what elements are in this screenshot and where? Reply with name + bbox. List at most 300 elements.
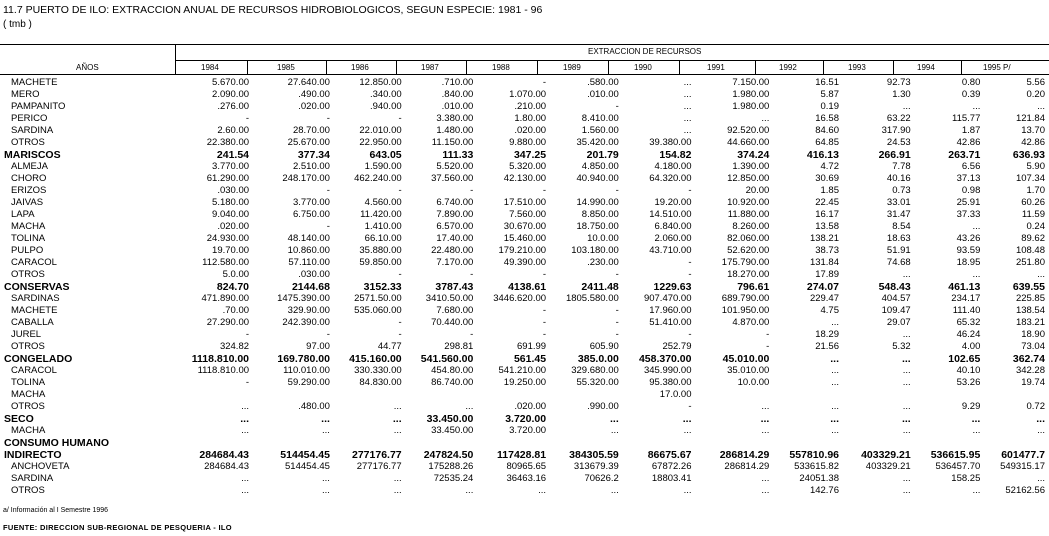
year-divider [608, 60, 609, 75]
table-cell: - [245, 113, 250, 124]
table-cell [550, 389, 623, 401]
table-cell: - [398, 317, 402, 328]
table-cell: 22.950.00 [359, 137, 402, 148]
table-cell: 8.260.00 [732, 221, 770, 232]
table-cell: - [542, 317, 547, 328]
table-row [0, 305, 1049, 317]
table-cell: ... [972, 269, 981, 280]
table-cell: 1805.580.00 [565, 293, 619, 304]
table-cell [253, 389, 334, 401]
table-cell: 13.70 [1021, 125, 1045, 136]
table-cell: 377.34 [297, 149, 330, 161]
row-label: PAMPANITO [11, 101, 66, 112]
table-cell: ... [241, 485, 250, 496]
table-cell: .710.00 [441, 77, 474, 88]
table-cell: 5.520.00 [436, 161, 474, 172]
table-cell: 7.150.00 [732, 77, 770, 88]
table-cell: ... [1037, 425, 1045, 436]
table-cell: 277176.77 [356, 461, 402, 472]
table-cell: 5.670.00 [212, 77, 250, 88]
table-cell: 549315.17 [1000, 461, 1045, 472]
table-cell: ... [972, 485, 981, 496]
row-label: LAPA [11, 209, 35, 220]
table-cell: 7.78 [892, 161, 911, 172]
table-cell: 40.16 [886, 173, 911, 184]
table-cell: 514454.45 [280, 449, 330, 461]
row-label: OTROS [11, 341, 45, 352]
table-cell: 345.990.00 [643, 365, 692, 376]
table-cell: 95.380.00 [649, 377, 692, 388]
table-cell: 51.410.00 [649, 317, 692, 328]
table-cell: 252.79 [662, 341, 692, 352]
table-cell: ... [971, 413, 981, 425]
table-cell: 55.320.00 [576, 377, 619, 388]
table-cell: 35.420.00 [576, 137, 619, 148]
table-row [0, 149, 1049, 161]
table-cell: 541.560.00 [420, 353, 474, 365]
table-row [0, 437, 1049, 449]
table-cell: 242.390.00 [282, 317, 330, 328]
year-divider [961, 60, 962, 75]
row-label: ANCHOVETA [11, 461, 70, 472]
table-cell: 38.73 [815, 245, 839, 256]
table-cell: 1.980.00 [732, 101, 770, 112]
page-title: 11.7 PUERTO DE ILO: EXTRACCION ANUAL DE RECURSOS HIDROBIOLOGICOS, SEGUN ESPECIE: 1981 - 96 [3, 4, 543, 16]
table-row [0, 353, 1049, 365]
year-header-8: 1992 [779, 63, 797, 72]
table-cell: 0.20 [1026, 89, 1045, 100]
table-cell: 52162.56 [1005, 485, 1045, 496]
table-cell: 548.43 [878, 281, 911, 293]
source-note: FUENTE: DIRECCION SUB-REGIONAL DE PESQUERIA - ILO [3, 523, 232, 532]
table-cell: 14.510.00 [649, 209, 692, 220]
table-cell: 97.00 [306, 341, 330, 352]
table-cell: - [470, 269, 474, 280]
table-cell: - [688, 329, 692, 340]
table-cell: 86.740.00 [431, 377, 474, 388]
table-cell: 342.28 [1015, 365, 1045, 376]
table-cell: ... [241, 473, 250, 484]
table-cell: 138.54 [1015, 305, 1045, 316]
table-cell: 158.25 [951, 473, 981, 484]
table-cell [984, 437, 1049, 449]
table-cell: 2.510.00 [292, 161, 330, 172]
table-cell: 103.180.00 [571, 245, 619, 256]
table-cell: ... [683, 77, 692, 88]
table-row [0, 125, 1049, 137]
table-row [0, 161, 1049, 173]
table-row [0, 401, 1049, 413]
row-label: SECO [4, 413, 34, 425]
table-row [0, 473, 1049, 485]
table-cell: 601477.7 [1001, 449, 1045, 461]
table-cell: 43.26 [956, 233, 981, 244]
row-label: TOLINA [11, 233, 46, 244]
table-cell: ... [393, 485, 402, 496]
row-label: OTROS [11, 401, 45, 412]
table-cell: ... [322, 473, 330, 484]
table-cell [179, 389, 253, 401]
table-cell: 57.110.00 [288, 257, 330, 268]
table-cell: 2.090.00 [212, 89, 250, 100]
table-cell: 33.01 [886, 197, 911, 208]
table-row [0, 137, 1049, 149]
table-cell: 324.82 [219, 341, 250, 352]
table-cell: 19.70.00 [212, 245, 250, 256]
table-cell: ... [901, 413, 911, 425]
table-cell [477, 389, 550, 401]
table-cell [915, 389, 985, 401]
table-cell: .030.00 [217, 185, 250, 196]
table-cell: 37.560.00 [431, 173, 474, 184]
table-cell: 31.47 [886, 209, 911, 220]
header-mid-rule [175, 60, 1049, 61]
table-cell: - [688, 185, 692, 196]
table-cell: ... [902, 425, 911, 436]
year-header-11: 1995 P/ [983, 63, 1011, 72]
table-cell: 374.24 [737, 149, 770, 161]
row-label: CONSUMO HUMANO [4, 437, 109, 449]
table-cell [179, 437, 253, 449]
row-label: CONSERVAS [4, 281, 70, 293]
table-cell: 92.73 [886, 77, 911, 88]
table-cell: 9.29 [961, 401, 981, 412]
table-cell: ... [902, 377, 911, 388]
table-row [0, 185, 1049, 197]
table-cell: 605.90 [589, 341, 619, 352]
row-label: CABALLA [11, 317, 54, 328]
table-cell: 3446.620.00 [493, 293, 547, 304]
row-label: ALMEJA [11, 161, 48, 172]
row-label: OTROS [11, 269, 45, 280]
table-cell: 53.26 [956, 377, 981, 388]
table-cell: 179.210.00 [498, 245, 547, 256]
table-cell: 29.07 [886, 317, 911, 328]
table-cell: 30.670.00 [503, 221, 547, 232]
table-cell: 92.520.00 [727, 125, 770, 136]
year-divider [247, 60, 248, 75]
table-cell: - [470, 185, 474, 196]
table-cell: 796.61 [737, 281, 770, 293]
table-cell: ... [1037, 473, 1045, 484]
table-cell: 404.57 [881, 293, 911, 304]
table-cell: 1.87 [961, 125, 981, 136]
table-cell: 5.32 [892, 341, 911, 352]
row-label: MACHA [11, 221, 46, 232]
table-row [0, 461, 1049, 473]
table-cell: 109.47 [881, 305, 911, 316]
table-cell: 48.140.00 [287, 233, 330, 244]
table-row [0, 317, 1049, 329]
table-cell: 17.40.00 [436, 233, 474, 244]
table-cell: 86675.67 [647, 449, 692, 461]
header-top-rule [0, 44, 1049, 45]
table-cell: ... [902, 473, 911, 484]
table-cell: ... [831, 365, 839, 376]
table-cell: 115.77 [952, 113, 981, 124]
table-cell: 274.07 [806, 281, 839, 293]
table-cell [253, 437, 334, 449]
table-cell: ... [393, 473, 402, 484]
table-cell: 8.54 [892, 221, 911, 232]
table-cell: 471.890.00 [201, 293, 250, 304]
table-cell: - [398, 329, 402, 340]
table-cell: 18803.41 [651, 473, 692, 484]
table-cell: 2.060.00 [654, 233, 692, 244]
table-cell [334, 437, 406, 449]
row-label: MACHA [11, 389, 46, 400]
table-cell: 40.10 [956, 365, 981, 376]
table-cell: 18.29 [815, 329, 839, 340]
table-cell: 4.00 [961, 341, 981, 352]
table-row [0, 281, 1049, 293]
table-row [0, 77, 1049, 89]
table-cell: 37.33 [956, 209, 981, 220]
table-cell: 241.54 [216, 149, 250, 161]
table-cell: 59.290.00 [287, 377, 330, 388]
table-cell: 22.380.00 [206, 137, 250, 148]
table-cell: ... [465, 401, 474, 412]
year-divider [396, 60, 397, 75]
row-label: SARDINA [11, 473, 54, 484]
table-cell: 89.62 [1021, 233, 1045, 244]
table-cell: 416.13 [806, 149, 839, 161]
table-cell: ... [761, 485, 770, 496]
table-cell: 43.710.00 [649, 245, 692, 256]
table-cell: - [615, 101, 619, 112]
table-cell: 33.450.00 [431, 425, 474, 436]
table-cell: - [615, 329, 619, 340]
table-cell: 4.180.00 [654, 161, 692, 172]
table-cell: 824.70 [216, 281, 250, 293]
table-cell [550, 437, 623, 449]
table-cell: ... [1037, 269, 1045, 280]
row-label: INDIRECTO [4, 449, 62, 461]
table-cell: 138.21 [809, 233, 839, 244]
table-cell: 30.69 [815, 173, 839, 184]
table-cell: 111.33 [442, 149, 474, 161]
table-cell: ... [241, 401, 250, 412]
table-cell: ... [1036, 413, 1045, 425]
table-cell: ... [830, 353, 839, 365]
table-cell: 201.79 [586, 149, 619, 161]
year-divider [823, 60, 824, 75]
table-cell: - [542, 269, 547, 280]
table-cell: 18.750.00 [576, 221, 619, 232]
table-cell: .020.00 [514, 125, 547, 136]
table-cell: 9.040.00 [212, 209, 250, 220]
table-cell: 18.90 [1021, 329, 1045, 340]
table-cell: 7.560.00 [509, 209, 547, 220]
table-cell: ... [682, 413, 692, 425]
table-row [0, 221, 1049, 233]
table-cell [984, 389, 1049, 401]
table-cell: - [326, 329, 330, 340]
table-cell: 7.890.00 [436, 209, 474, 220]
table-cell: 36463.16 [506, 473, 547, 484]
table-cell: ... [902, 329, 911, 340]
table-cell: 5.320.00 [509, 161, 547, 172]
row-label: PERICO [11, 113, 48, 124]
table-cell: 4.870.00 [732, 317, 770, 328]
table-row [0, 449, 1049, 461]
table-cell: 541.210.00 [498, 365, 547, 376]
table-row [0, 233, 1049, 245]
table-cell [477, 437, 550, 449]
table-cell: 37.13 [956, 173, 981, 184]
table-cell: 2411.48 [581, 281, 619, 293]
table-cell: ... [465, 485, 474, 496]
table-cell: 7.680.00 [436, 305, 474, 316]
row-label: PULPO [11, 245, 44, 256]
table-cell: .990.00 [587, 401, 619, 412]
table-cell: 22.480.00 [431, 245, 474, 256]
row-label: MERO [11, 89, 40, 100]
table-cell: .340.00 [369, 89, 402, 100]
row-label: CARACOL [11, 365, 57, 376]
data-table [0, 77, 1049, 497]
table-cell: 225.85 [1015, 293, 1045, 304]
table-cell: 1475.390.00 [277, 293, 330, 304]
table-cell: 1.80.00 [514, 113, 547, 124]
table-cell: 0.24 [1026, 221, 1045, 232]
table-cell: - [542, 329, 547, 340]
table-cell: .020.00 [298, 101, 330, 112]
table-cell: ... [683, 113, 692, 124]
table-cell: 514454.45 [285, 461, 330, 472]
table-cell: 8.850.00 [581, 209, 619, 220]
table-cell: 42.130.00 [503, 173, 547, 184]
table-cell: 16.51 [815, 77, 839, 88]
table-cell: ... [902, 401, 911, 412]
table-cell: 4.75 [820, 305, 839, 316]
row-label: MACHA [11, 425, 46, 436]
table-cell: 1.070.00 [509, 89, 547, 100]
table-cell: 40.940.00 [576, 173, 619, 184]
table-cell: 643.05 [369, 149, 402, 161]
table-cell: 561.45 [513, 353, 547, 365]
table-cell: 42.86 [956, 137, 981, 148]
table-cell: 59.850.00 [359, 257, 402, 268]
table-body [0, 77, 1049, 497]
table-cell [843, 389, 915, 401]
table-cell: ... [902, 485, 911, 496]
table-cell: 175.790.00 [721, 257, 770, 268]
table-cell: 82.060.00 [727, 233, 770, 244]
table-cell: 11.880.00 [727, 209, 770, 220]
table-cell: 93.59 [956, 245, 981, 256]
table-cell: 18.95 [956, 257, 981, 268]
table-cell: ... [901, 353, 911, 365]
table-row [0, 425, 1049, 437]
table-cell: 25.91 [956, 197, 981, 208]
table-cell: 49.390.00 [503, 257, 547, 268]
table-cell: 66.10.00 [364, 233, 402, 244]
table-cell: .480.00 [298, 401, 330, 412]
table-cell: 0.72 [1026, 401, 1045, 412]
table-cell: 248.170.00 [282, 173, 330, 184]
table-cell: ... [610, 425, 619, 436]
table-cell: 10.0.00 [587, 233, 619, 244]
table-cell: ... [830, 413, 839, 425]
table-cell: 14.990.00 [576, 197, 619, 208]
table-cell: 84.830.00 [359, 377, 402, 388]
row-label: MARISCOS [4, 149, 61, 161]
table-cell: 286814.29 [724, 461, 770, 472]
table-cell: 5.87 [820, 89, 839, 100]
table-cell: 27.290.00 [206, 317, 250, 328]
table-cell: 72535.24 [433, 473, 474, 484]
table-cell: 2.60.00 [217, 125, 250, 136]
table-cell: 70.440.00 [431, 317, 474, 328]
table-cell: 102.65 [948, 353, 981, 365]
table-cell: 263.71 [948, 149, 981, 161]
table-cell: ... [972, 221, 981, 232]
group-header: EXTRACCION DE RECURSOS [588, 47, 702, 56]
year-header-7: 1991 [707, 63, 725, 72]
table-cell: 10.860.00 [287, 245, 330, 256]
year-header-2: 1986 [351, 63, 369, 72]
table-cell [843, 437, 915, 449]
row-label: TOLINA [11, 377, 46, 388]
table-cell: 0.98 [961, 185, 981, 196]
table-cell: 0.19 [820, 101, 839, 112]
table-cell: 84.60 [815, 125, 839, 136]
table-cell: 51.91 [886, 245, 911, 256]
table-cell: 461.13 [948, 281, 981, 293]
year-divider [537, 60, 538, 75]
table-cell: 5.56 [1026, 77, 1045, 88]
table-row [0, 341, 1049, 353]
table-cell: 298.81 [444, 341, 474, 352]
table-cell: ... [761, 473, 770, 484]
table-cell: 42.86 [1021, 137, 1045, 148]
table-cell: 121.84 [1015, 113, 1045, 124]
table-cell: 362.74 [1012, 353, 1045, 365]
table-cell: .020.00 [217, 221, 250, 232]
table-cell: ... [831, 317, 839, 328]
table-cell: 3.770.00 [292, 197, 330, 208]
table-cell: 11.150.00 [431, 137, 474, 148]
table-cell: 3.720.00 [505, 413, 547, 425]
table-cell: 330.330.00 [354, 365, 402, 376]
row-label: OTROS [11, 137, 45, 148]
table-cell: 1118.810.00 [197, 365, 250, 376]
table-cell: 462.240.00 [354, 173, 402, 184]
row-label: CHORO [11, 173, 47, 184]
table-cell: 17.960.00 [649, 305, 692, 316]
table-cell: 5.90 [1026, 161, 1045, 172]
table-cell [334, 389, 406, 401]
table-cell: - [542, 77, 547, 88]
year-header-5: 1989 [563, 63, 581, 72]
table-cell: - [398, 269, 402, 280]
table-cell: - [542, 305, 547, 316]
table-cell: - [766, 341, 770, 352]
table-cell: 63.22 [886, 113, 911, 124]
table-cell: 0.80 [961, 77, 981, 88]
table-cell: 251.80 [1015, 257, 1045, 268]
table-cell: 35.880.00 [359, 245, 402, 256]
table-cell: ... [240, 413, 250, 425]
table-cell: 639.55 [1012, 281, 1045, 293]
table-cell: 329.680.00 [571, 365, 619, 376]
table-cell: - [766, 329, 770, 340]
table-cell: 24051.38 [799, 473, 839, 484]
table-cell: 27.640.00 [287, 77, 330, 88]
table-cell: 22.45 [815, 197, 839, 208]
table-cell: 247824.50 [423, 449, 474, 461]
